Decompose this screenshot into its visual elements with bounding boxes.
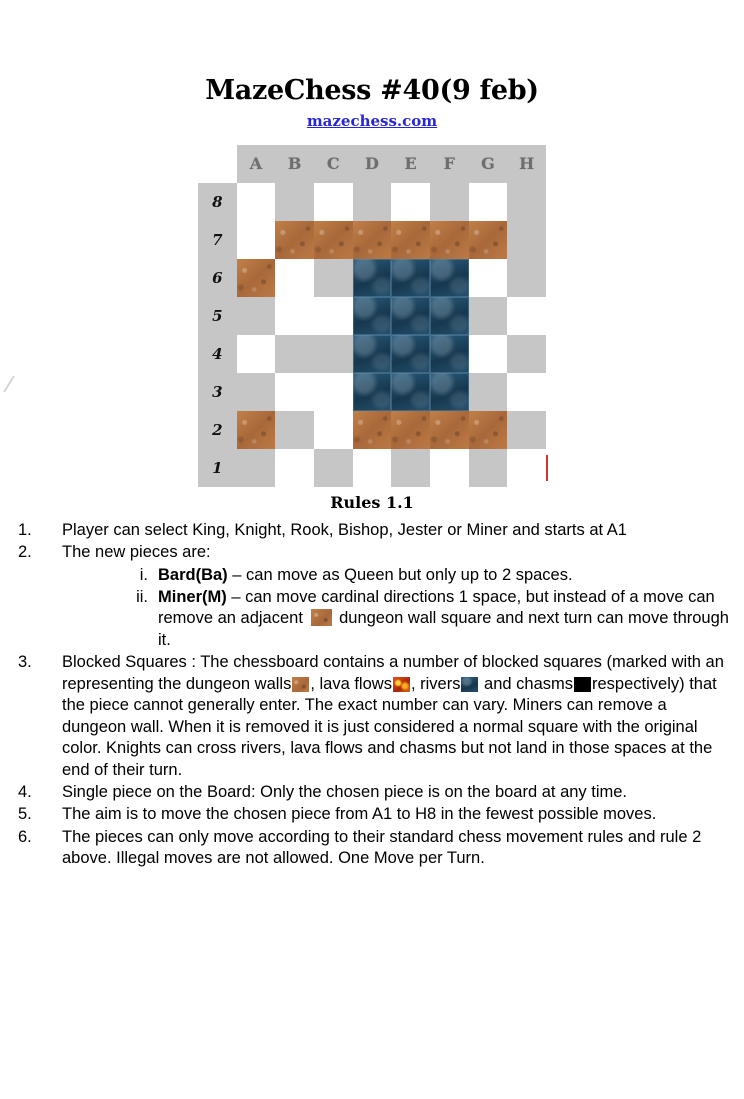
square-a7[interactable] (237, 221, 276, 259)
square-g1[interactable] (469, 449, 508, 487)
square-d1[interactable] (353, 449, 392, 487)
square-f3-river[interactable] (430, 373, 469, 411)
file-label-g: G (469, 145, 508, 183)
board-red-marker (546, 455, 548, 481)
square-d2-wall[interactable] (353, 411, 392, 449)
rule-text-2: The new pieces are: (62, 543, 211, 562)
square-e7-wall[interactable] (391, 221, 430, 259)
chasm-swatch-icon (574, 677, 591, 692)
square-c2[interactable] (314, 411, 353, 449)
board-file-header-row (198, 145, 546, 183)
square-d7-wall[interactable] (353, 221, 392, 259)
lava-swatch-icon (393, 677, 410, 692)
square-e6-river[interactable] (391, 259, 430, 297)
board-row-4 (198, 335, 546, 373)
board-row-7 (198, 221, 546, 259)
square-f7-wall[interactable] (430, 221, 469, 259)
miner-desc-before: – can move cardinal directions 1 space, but instead of a move can remove an adjacent (158, 588, 715, 628)
square-h5[interactable] (507, 297, 546, 335)
square-b6[interactable] (275, 259, 314, 297)
square-c3[interactable] (314, 373, 353, 411)
square-h2[interactable] (507, 411, 546, 449)
square-c1[interactable] (314, 449, 353, 487)
square-f6-river[interactable] (430, 259, 469, 297)
square-e2-wall[interactable] (391, 411, 430, 449)
board-row-2 (198, 411, 546, 449)
square-b3[interactable] (275, 373, 314, 411)
miner-desc-after: dungeon wall square and next turn can move through it. (158, 609, 729, 649)
board-row-8 (198, 183, 546, 221)
file-label-a: A (237, 145, 276, 183)
mazechess-website-link[interactable]: mazechess.com (306, 111, 438, 130)
rule-3-part-a: Blocked Squares : The chessboard contains a number of blocked squares (marked with an representing the dungeon walls (62, 653, 724, 693)
square-d5-river[interactable] (353, 297, 392, 335)
square-g2-wall[interactable] (469, 411, 508, 449)
rule-number-6: 6. (18, 827, 32, 846)
rule-text-1: Player can select King, Knight, Rook, Bishop, Jester or Miner and starts at A1 (62, 520, 627, 539)
square-b5[interactable] (275, 297, 314, 335)
square-b8[interactable] (275, 183, 314, 221)
square-h6[interactable] (507, 259, 546, 297)
rule-2-sub-text-ii (158, 587, 730, 651)
miner-label: Miner(M) (158, 588, 227, 606)
square-c4[interactable] (314, 335, 353, 373)
square-e5-river[interactable] (391, 297, 430, 335)
square-f4-river[interactable] (430, 335, 469, 373)
rank-label-6: 6 (198, 259, 237, 297)
rules-heading: Rules 1.1 (330, 492, 414, 512)
rule-item-5 (18, 804, 730, 825)
file-label-d: D (353, 145, 392, 183)
rule-3-part-d: and chasms (479, 674, 573, 693)
rule-2-sub-item-i (114, 565, 730, 586)
bard-label: Bard(Ba) (158, 565, 228, 584)
rule-number-1: 1. (18, 520, 32, 539)
rank-label-4: 4 (198, 335, 237, 373)
board-row-1 (198, 449, 546, 487)
rule-number-5: 5. (18, 805, 32, 824)
square-d4-river[interactable] (353, 335, 392, 373)
board-table (198, 145, 546, 487)
board-row-6 (198, 259, 546, 297)
square-b4[interactable] (275, 335, 314, 373)
square-b1[interactable] (275, 449, 314, 487)
square-c5[interactable] (314, 297, 353, 335)
square-f1[interactable] (430, 449, 469, 487)
square-e4-river[interactable] (391, 335, 430, 373)
square-a4[interactable] (237, 335, 276, 373)
square-g8[interactable] (469, 183, 508, 221)
square-e1[interactable] (391, 449, 430, 487)
square-a3[interactable] (237, 373, 276, 411)
file-label-c: C (314, 145, 353, 183)
rule-2-sub-number-i: i. (139, 565, 148, 584)
rule-text-4: Single piece on the Board: Only the chosen piece is on the board at any time. (62, 782, 628, 801)
rule-item-4 (18, 782, 730, 803)
rule-item-3 (18, 652, 730, 781)
bard-desc: – can move as Queen but only up to 2 spaces. (227, 565, 573, 584)
rule-2-sub-item-ii (114, 587, 730, 651)
rule-2-sublist (114, 565, 730, 652)
wall-swatch-icon (311, 609, 332, 626)
square-h1[interactable] (507, 449, 546, 487)
rule-2-sub-text-i (158, 565, 730, 586)
square-h8[interactable] (507, 183, 546, 221)
file-label-h: H (507, 145, 546, 183)
square-g7-wall[interactable] (469, 221, 508, 259)
square-c6[interactable] (314, 259, 353, 297)
file-label-f: F (430, 145, 469, 183)
square-e3-river[interactable] (391, 373, 430, 411)
file-label-b: B (275, 145, 314, 183)
rank-label-5: 5 (198, 297, 237, 335)
square-a2-wall[interactable] (237, 411, 276, 449)
rule-item-6 (18, 827, 730, 870)
square-a5[interactable] (237, 297, 276, 335)
square-g5[interactable] (469, 297, 508, 335)
page-edge-mark (2, 372, 16, 394)
square-g3[interactable] (469, 373, 508, 411)
square-a1[interactable] (237, 449, 276, 487)
file-label-e: E (391, 145, 430, 183)
rule-3-part-c: , rivers (410, 674, 461, 693)
river-swatch-icon (461, 677, 478, 692)
rule-3-part-e: respectively) that the piece cannot generally enter. The exact number can vary. Miners can remove a dungeon wall. When it is removed it is just considered a normal square with the original color. Knights can cross rivers, lava flows and chasms but not land in those spaces at the end of their turn. (62, 674, 717, 779)
rule-text-3 (62, 652, 730, 781)
rank-label-3: 3 (198, 373, 237, 411)
square-f5-river[interactable] (430, 297, 469, 335)
rank-label-8: 8 (198, 183, 237, 221)
board-row-3 (198, 373, 546, 411)
square-a6-wall[interactable] (237, 259, 276, 297)
board-row-5 (198, 297, 546, 335)
square-b2[interactable] (275, 411, 314, 449)
page-title: MazeChess #40(9 feb) (205, 75, 539, 106)
square-h7[interactable] (507, 221, 546, 259)
square-a8[interactable] (237, 183, 276, 221)
rule-text-6: The pieces can only move according to their standard chess movement rules and rule 2 above. Illegal moves are not allowed. One Move per Turn. (62, 827, 702, 868)
square-e8[interactable] (391, 183, 430, 221)
rule-number-3: 3. (18, 653, 32, 672)
square-g6[interactable] (469, 259, 508, 297)
square-f8[interactable] (430, 183, 469, 221)
rule-2-sub-number-ii: ii. (136, 588, 148, 606)
square-h4[interactable] (507, 335, 546, 373)
rank-label-2: 2 (198, 411, 237, 449)
rule-number-4: 4. (18, 782, 32, 801)
square-g4[interactable] (469, 335, 508, 373)
rank-label-7: 7 (198, 221, 237, 259)
square-c7-wall[interactable] (314, 221, 353, 259)
rule-3-part-b: , lava flows (310, 674, 392, 693)
rules-list (18, 520, 730, 870)
square-b7-wall[interactable] (275, 221, 314, 259)
square-d8[interactable] (353, 183, 392, 221)
square-d6-river[interactable] (353, 259, 392, 297)
square-d3-river[interactable] (353, 373, 392, 411)
rule-number-2: 2. (18, 543, 32, 562)
rank-label-1: 1 (198, 449, 237, 487)
website-link-wrap (0, 112, 744, 131)
dungeon-wall-swatch-icon (292, 677, 309, 692)
board-corner (198, 145, 237, 183)
square-f2-wall[interactable] (430, 411, 469, 449)
square-c8[interactable] (314, 183, 353, 221)
chess-board (198, 145, 546, 487)
rule-item-1 (18, 520, 730, 541)
rule-item-2 (18, 542, 730, 563)
rule-text-5: The aim is to move the chosen piece from A1 to H8 in the fewest possible moves. (62, 805, 657, 824)
square-h3[interactable] (507, 373, 546, 411)
